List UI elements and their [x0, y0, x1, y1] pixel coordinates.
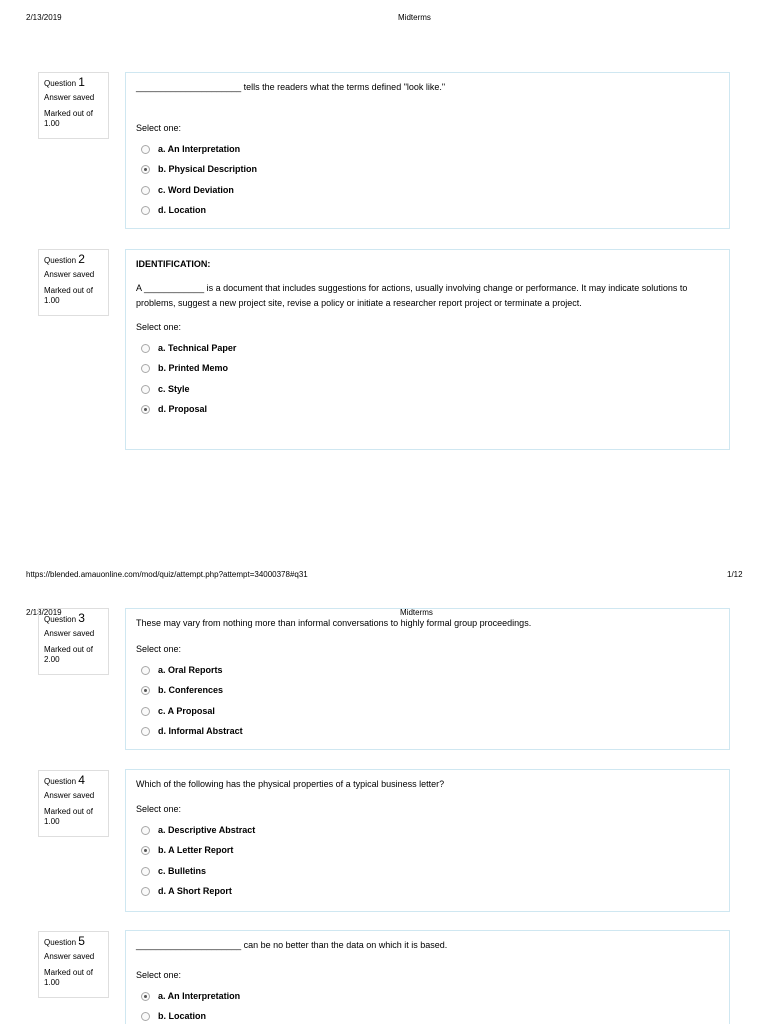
select-one-label: Select one:	[136, 320, 719, 335]
radio-icon[interactable]	[141, 1012, 150, 1021]
radio-icon[interactable]	[141, 867, 150, 876]
select-one-label: Select one:	[136, 802, 719, 817]
question-state: Answer saved	[44, 93, 104, 103]
select-one-label: Select one:	[136, 968, 719, 983]
radio-selected-icon[interactable]	[141, 165, 150, 174]
question-content-3	[125, 608, 730, 750]
answer-option[interactable]: a. Technical Paper	[136, 338, 719, 359]
answer-options	[136, 338, 719, 420]
answer-option[interactable]: a. Descriptive Abstract	[136, 820, 719, 841]
print-title: Midterms	[400, 608, 433, 617]
question-text: A ____________ is a document that includes suggestions for actions, usually involving change or performance. It may indicate solutions to problems, suggest a new project site, revise a policy or initiate a researcher report project or terminate a project.	[136, 281, 719, 311]
question-grade: Marked out of 2.00	[44, 645, 104, 665]
answer-options	[136, 139, 719, 221]
question-number: Question 3	[44, 613, 104, 625]
radio-icon[interactable]	[141, 826, 150, 835]
answer-options	[136, 986, 719, 1027]
answer-option[interactable]: a. An Interpretation	[136, 139, 719, 160]
print-date: 2/13/2019	[26, 608, 62, 617]
question-state: Answer saved	[44, 791, 104, 801]
page-url: https://blended.amauonline.com/mod/quiz/attempt.php?attempt=34000378#q31	[26, 570, 308, 579]
question-grade: Marked out of 1.00	[44, 968, 104, 988]
answer-options	[136, 820, 719, 902]
question-content-2	[125, 249, 730, 450]
radio-selected-icon[interactable]	[141, 846, 150, 855]
question-number: Question 4	[44, 775, 104, 787]
radio-icon[interactable]	[141, 364, 150, 373]
question-text: These may vary from nothing more than informal conversations to highly formal group proceedings.	[136, 616, 719, 631]
answer-option[interactable]: a. An Interpretation	[136, 986, 719, 1007]
question-info-1	[38, 72, 109, 139]
answer-option[interactable]: a. Oral Reports	[136, 660, 719, 681]
question-text: _____________________ can be no better than the data on which it is based.	[136, 938, 719, 953]
radio-selected-icon[interactable]	[141, 405, 150, 414]
answer-option[interactable]: c. Word Deviation	[136, 180, 719, 201]
radio-icon[interactable]	[141, 727, 150, 736]
select-one-label: Select one:	[136, 121, 719, 136]
page-counter: 1/12	[727, 570, 743, 579]
question-heading: IDENTIFICATION:	[136, 257, 719, 272]
select-one-label: Select one:	[136, 642, 719, 657]
answer-options	[136, 660, 719, 742]
question-grade: Marked out of 1.00	[44, 807, 104, 827]
question-text: Which of the following has the physical properties of a typical business letter?	[136, 777, 719, 792]
radio-icon[interactable]	[141, 206, 150, 215]
answer-option[interactable]: d. Proposal	[136, 400, 719, 421]
answer-option[interactable]: b. Conferences	[136, 681, 719, 702]
question-content-1	[125, 72, 730, 229]
radio-icon[interactable]	[141, 666, 150, 675]
answer-option[interactable]: c. Bulletins	[136, 861, 719, 882]
answer-option[interactable]: d. Informal Abstract	[136, 722, 719, 743]
answer-option[interactable]: c. Style	[136, 379, 719, 400]
radio-icon[interactable]	[141, 344, 150, 353]
question-number: Question 1	[44, 77, 104, 89]
question-state: Answer saved	[44, 629, 104, 639]
radio-icon[interactable]	[141, 385, 150, 394]
question-grade: Marked out of 1.00	[44, 286, 104, 306]
question-number: Question 2	[44, 254, 104, 266]
question-state: Answer saved	[44, 270, 104, 280]
answer-option[interactable]: b. Printed Memo	[136, 359, 719, 380]
question-content-4	[125, 769, 730, 912]
radio-icon[interactable]	[141, 887, 150, 896]
answer-option[interactable]: b. A Letter Report	[136, 841, 719, 862]
print-title: Midterms	[398, 13, 431, 22]
question-state: Answer saved	[44, 952, 104, 962]
question-info-3	[38, 608, 109, 675]
answer-option[interactable]: d. A Short Report	[136, 882, 719, 903]
question-content-5	[125, 930, 730, 1024]
answer-option[interactable]: d. Location	[136, 201, 719, 222]
answer-option[interactable]: b. Location	[136, 1007, 719, 1027]
print-date: 2/13/2019	[26, 13, 62, 22]
question-text: _____________________ tells the readers what the terms defined "look like."	[136, 80, 719, 95]
question-grade: Marked out of 1.00	[44, 109, 104, 129]
answer-option[interactable]: b. Physical Description	[136, 160, 719, 181]
radio-icon[interactable]	[141, 707, 150, 716]
question-info-4	[38, 770, 109, 837]
question-info-2	[38, 249, 109, 316]
radio-selected-icon[interactable]	[141, 992, 150, 1001]
radio-icon[interactable]	[141, 145, 150, 154]
question-number: Question 5	[44, 936, 104, 948]
radio-icon[interactable]	[141, 186, 150, 195]
answer-option[interactable]: c. A Proposal	[136, 701, 719, 722]
question-info-5	[38, 931, 109, 998]
radio-selected-icon[interactable]	[141, 686, 150, 695]
